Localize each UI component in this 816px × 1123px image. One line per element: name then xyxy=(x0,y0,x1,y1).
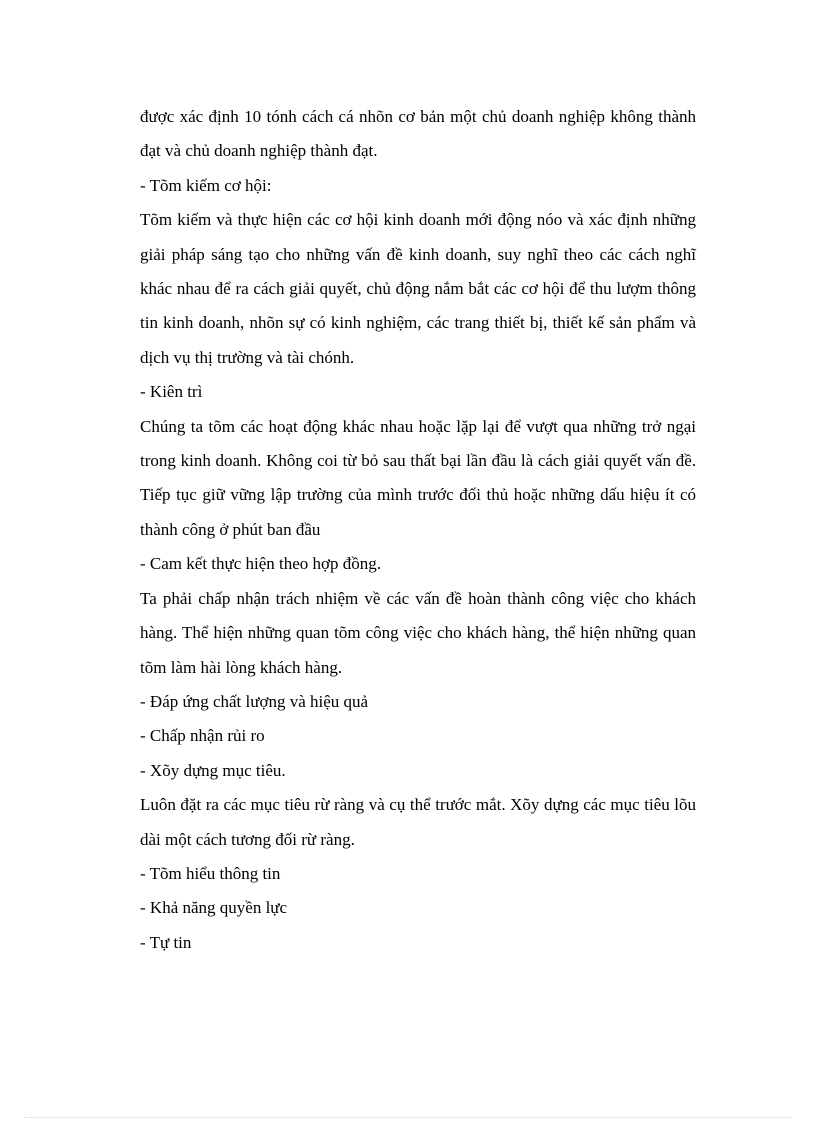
paragraph-opportunity-seeking: Tõm kiếm và thực hiện các cơ hội kinh doanh mới động nóo và xác định những giải pháp sáng tạo cho những vấn đề kinh doanh, suy nghĩ theo các cách nghĩ khác nhau để ra cách giải quyết, chủ động nắm bắt các cơ hội để thu lượm thông tin kinh doanh, nhõn sự có kinh nghiệm, các trang thiết bị, thiết kế sản phẩm và dịch vụ thị trường và tài chónh. xyxy=(140,210,696,367)
paragraph-goal-setting: Luôn đặt ra các mục tiêu rừ ràng và cụ thể trước mắt. Xõy dựng các mục tiêu lõu dài một cách tương đối rừ ràng. xyxy=(140,795,696,849)
heading-quality-efficiency: - Đáp ứng chất lượng và hiệu quả xyxy=(140,691,369,711)
heading-information-seeking: - Tõm hiểu thông tin xyxy=(140,863,281,883)
heading-power: - Khả năng quyền lực xyxy=(140,898,288,918)
heading-self-confidence: - Tự tin xyxy=(140,932,192,952)
page-bottom-divider xyxy=(24,1117,792,1118)
document-body xyxy=(140,100,696,960)
paragraph-persistence: Chúng ta tõm các hoạt động khác nhau hoặc lặp lại để vượt qua những trở ngại trong kinh doanh. Không coi từ bỏ sau thất bại lần đầu là cách giải quyết vấn đề. Tiếp tục giữ vững lập trường của mình trước đối thủ hoặc những dấu hiệu ít có thành công ở phút ban đầu xyxy=(140,416,696,539)
heading-opportunity-seeking: - Tõm kiếm cơ hội: xyxy=(140,175,272,195)
heading-risk-acceptance: - Chấp nhận rủi ro xyxy=(140,726,265,746)
heading-contract-commitment: - Cam kết thực hiện theo hợp đồng. xyxy=(140,554,382,574)
paragraph-contract-commitment: Ta phải chấp nhận trách nhiệm về các vấn đề hoàn thành công việc cho khách hàng. Thể hiện những quan tõm công việc cho khách hàng, thể hiện những quan tõm làm hài lòng khách hàng. xyxy=(140,588,696,677)
paragraph-personality-traits: được xác định 10 tónh cách cá nhõn cơ bản một chủ doanh nghiệp không thành đạt và chủ doanh nghiệp thành đạt. xyxy=(140,107,696,161)
heading-goal-setting: - Xõy dựng mục tiêu. xyxy=(140,760,286,780)
heading-persistence: - Kiên trì xyxy=(140,382,203,402)
